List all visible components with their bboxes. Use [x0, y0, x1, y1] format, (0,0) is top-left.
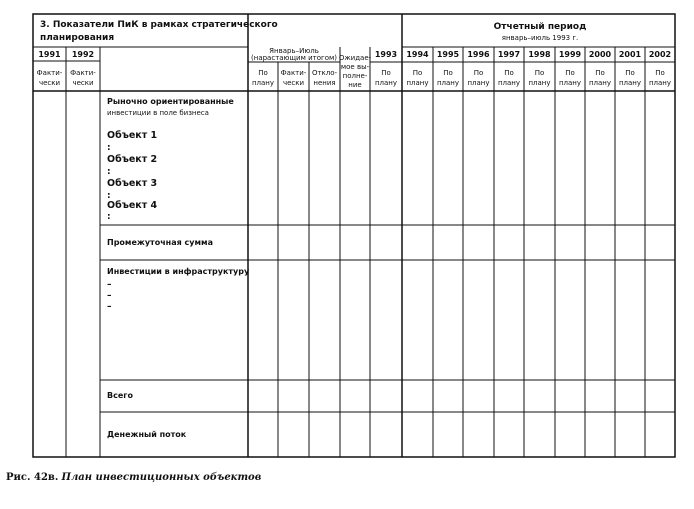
jan-jul-plan-line-2: плану: [251, 79, 275, 87]
plan-label-1993-line-2: плану: [374, 79, 398, 87]
object-2-continuation: :: [107, 167, 111, 177]
plan-label-1994-line-2: плану: [406, 79, 429, 87]
year-header-1999: 1999: [558, 50, 582, 59]
subtotal-label: Промежуточная сумма: [107, 238, 213, 247]
plan-label-2001-line-2: плану: [618, 79, 642, 87]
expected-line-2: мое вы-: [340, 63, 370, 71]
plan-label-2001-line-1: По: [625, 69, 635, 77]
market-investments-title-line-1: Рыночно ориентированные: [107, 97, 234, 106]
figure-title: План инвестиционных объектов: [61, 472, 262, 483]
cash-flow-label: Денежный поток: [107, 430, 187, 439]
infrastructure-item-2: –: [107, 291, 112, 301]
year-header-2001: 2001: [618, 50, 642, 59]
year-header-1991: 1991: [38, 50, 61, 59]
infrastructure-item-3: –: [107, 302, 112, 312]
actual-label-1991-line-1: Факти-: [36, 69, 63, 77]
plan-label-1998-line-2: плану: [528, 79, 551, 87]
infrastructure-item-1: –: [107, 280, 112, 290]
actual-label-1992-line-1: Факти-: [70, 69, 96, 77]
figure-caption: [6, 472, 261, 483]
plan-label-1997-line-1: По: [504, 69, 514, 77]
expected-line-3: полне-: [342, 72, 368, 80]
plan-label-1999-line-2: плану: [558, 79, 582, 87]
plan-label-1996-line-1: По: [473, 69, 484, 77]
figure-number: Рис. 42в.: [6, 472, 59, 483]
year-header-1998: 1998: [528, 50, 551, 59]
infrastructure-investments-title: Инвестиции в инфраструктуру: [107, 267, 250, 276]
year-header-2002: 2002: [648, 50, 672, 59]
plan-label-2002-line-2: плану: [648, 79, 672, 87]
total-label: Всего: [107, 391, 133, 400]
section-title-line-1: 3. Показатели ПиК в рамках стратегического: [40, 20, 278, 30]
plan-label-1999-line-1: По: [565, 69, 575, 77]
plan-label-2000-line-1: По: [595, 69, 605, 77]
reporting-period-subtitle: январь–июль 1993 г.: [501, 34, 579, 42]
jan-jul-actual-line-1: Факти-: [280, 69, 307, 77]
plan-label-1998-line-1: По: [534, 69, 545, 77]
jan-jul-actual-line-2: чески: [282, 79, 305, 87]
jan-jul-plan-line-1: По: [258, 69, 268, 77]
plan-label-1993-line-1: По: [381, 69, 391, 77]
object-1-continuation: :: [107, 143, 111, 153]
year-header-1994: 1994: [406, 50, 429, 59]
object-3-continuation: :: [107, 191, 111, 201]
actual-label-1992-line-2: чески: [72, 79, 94, 87]
plan-label-1995-line-2: плану: [436, 79, 460, 87]
plan-label-1997-line-2: плану: [497, 79, 521, 87]
actual-label-1991-line-2: чески: [38, 79, 61, 87]
object-4-label: Объект 4: [107, 200, 158, 211]
plan-labels: [375, 69, 671, 87]
market-investments-title-line-2: инвестиции в поле бизнеса: [107, 109, 209, 117]
object-2-label: Объект 2: [107, 154, 158, 165]
reporting-period-title: Отчетный период: [493, 22, 587, 32]
jan-jul-header-line-2: (нарастающим итогом): [251, 54, 337, 62]
jan-jul-deviation-line-2: нения: [313, 79, 336, 87]
object-3-label: Объект 3: [107, 178, 158, 189]
jan-jul-header-line-1: Январь–Июль: [269, 47, 319, 55]
plan-label-2002-line-1: По: [655, 69, 665, 77]
section-title-line-2: планирования: [40, 33, 115, 43]
plan-label-1996-line-2: плану: [467, 79, 490, 87]
year-header-1992: 1992: [71, 50, 95, 59]
year-header-1995: 1995: [436, 50, 460, 59]
expected-line-4: ние: [348, 81, 362, 89]
year-header-1993: 1993: [374, 50, 398, 59]
year-header-1996: 1996: [467, 50, 490, 59]
plan-label-1994-line-1: По: [412, 69, 423, 77]
plan-label-1995-line-1: По: [443, 69, 453, 77]
expected-line-1: Ожидае-: [338, 54, 372, 62]
object-4-continuation: :: [107, 212, 111, 222]
year-header-2000: 2000: [588, 50, 612, 59]
object-1-label: Объект 1: [107, 130, 158, 141]
plan-label-2000-line-2: плану: [588, 79, 612, 87]
year-header-1997: 1997: [497, 50, 521, 59]
jan-jul-deviation-line-1: Откло-: [311, 69, 338, 77]
